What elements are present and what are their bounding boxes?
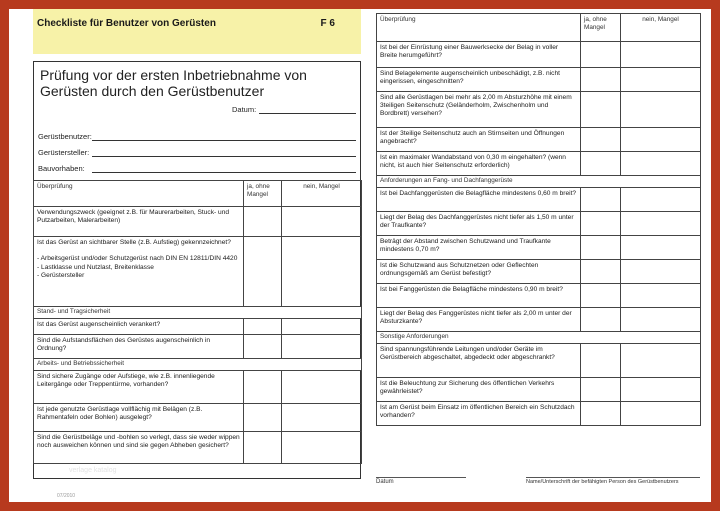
question-text: Sind die Aufstandsflächen des Gerüstes augenscheinlich in Ordnung?	[37, 337, 211, 353]
table-row	[34, 404, 362, 432]
date-label: Datum:	[232, 105, 257, 114]
table-row	[377, 68, 701, 92]
checkbox-yes-cell[interactable]	[581, 344, 621, 378]
bullet-item: - Lastklasse und Nutzlast, Breitenklasse	[37, 263, 154, 271]
page-code: 07/2010	[57, 493, 76, 499]
question-text: Liegt der Belag des Fanggerüstes nicht tiefer als 2,00 m unter der Absturzkante?	[380, 310, 572, 326]
question-text: Sind spannungsführende Leitungen und/oder Geräte im Gerüstbereich abgeschaltet, abgedeckt oder abgeschrankt?	[380, 346, 555, 362]
date-signature-line[interactable]	[376, 477, 466, 478]
table-row	[377, 92, 701, 128]
benutzer-field[interactable]	[92, 140, 356, 141]
table-row	[34, 432, 362, 464]
check-question	[377, 236, 581, 260]
check-question	[34, 371, 244, 404]
check-question	[377, 152, 581, 176]
check-question	[377, 68, 581, 92]
question-text: Sind sichere Zugänge oder Aufstiege, wie z.B. innenliegende Leitergänge oder Treppentürme, vorhanden?	[37, 373, 215, 389]
checkbox-no-cell[interactable]	[621, 402, 701, 426]
question-text: Sind die Gerüstbeläge und -bohlen so verlegt, dass sie weder wippen noch ausweichen können und sind sie gegen Abheben gesichert?	[37, 434, 240, 450]
question-text: Ist ein maximaler Wandabstand von 0,30 m eingehalten? (wenn nicht, ist auch hier Seitenschutz erforderlich)	[380, 154, 566, 170]
question-text: Ist die Beleuchtung zur Sicherung des öffentlichen Verkehrs gewährleistet?	[380, 380, 555, 396]
checklist-table-left	[33, 180, 362, 464]
left-page	[33, 9, 361, 502]
form-title: Checkliste für Benutzer von Gerüsten	[37, 18, 216, 29]
checkbox-yes-cell[interactable]	[581, 68, 621, 92]
table-row	[377, 188, 701, 212]
watermark-logo: verlage katalog	[69, 467, 117, 474]
checkbox-no-cell[interactable]	[621, 68, 701, 92]
checkbox-no-cell[interactable]	[621, 344, 701, 378]
checkbox-no-cell[interactable]	[621, 128, 701, 152]
date-field[interactable]	[259, 113, 356, 114]
checkbox-yes-cell[interactable]	[581, 92, 621, 128]
checkbox-yes-cell[interactable]	[244, 335, 282, 359]
checkbox-yes-cell[interactable]	[244, 319, 282, 335]
section-row	[34, 359, 362, 371]
ersteller-label: Gerüstersteller:	[38, 148, 90, 157]
col-header-no: nein, Mangel	[621, 14, 701, 42]
bullet-item: - Gerüstersteller	[37, 271, 85, 279]
table-row	[34, 237, 362, 307]
checkbox-yes-cell[interactable]	[581, 152, 621, 176]
benutzer-label: Gerüstbenutzer:	[38, 132, 92, 141]
check-question	[34, 432, 244, 464]
table-row	[34, 207, 362, 237]
spacer	[37, 247, 240, 255]
checkbox-yes-cell[interactable]	[581, 402, 621, 426]
table-row	[377, 152, 701, 176]
checkbox-yes-cell[interactable]	[581, 378, 621, 402]
checkbox-no-cell[interactable]	[282, 404, 362, 432]
question-text: Ist das Gerüst an sichtbarer Stelle (z.B. Aufstieg) gekennzeichnet?	[37, 239, 231, 246]
table-row	[377, 128, 701, 152]
question-text: Ist bei Fanggerüsten die Belagfläche mindestens 0,90 m breit?	[380, 286, 563, 293]
question-text: Ist bei Dachfanggerüsten die Belagfläche mindestens 0,60 m breit?	[380, 190, 577, 197]
check-question	[34, 207, 244, 237]
question-text: Beträgt der Abstand zwischen Schutzwand und Traufkante mindestens 0,70 m?	[380, 238, 551, 254]
section-heading: Anforderungen an Fang- und Dachfanggerüste	[377, 176, 701, 188]
section-row	[34, 307, 362, 319]
section-row	[377, 176, 701, 188]
checkbox-no-cell[interactable]	[621, 42, 701, 68]
checkbox-no-cell[interactable]	[282, 237, 362, 307]
col-header-check: Überprüfung	[377, 14, 581, 42]
question-text: Sind Belagelemente augenscheinlich unbeschädigt, z.B. nicht eingerissen, eingeschnitten?	[380, 70, 560, 86]
check-question	[34, 404, 244, 432]
table-row	[377, 212, 701, 236]
checkbox-yes-cell[interactable]	[244, 207, 282, 237]
signature-line[interactable]	[526, 477, 700, 478]
checkbox-yes-cell[interactable]	[244, 432, 282, 464]
main-form-box	[33, 61, 361, 479]
question-text: Ist das Gerüst augenscheinlich verankert?	[37, 321, 161, 328]
section-heading: Stand- und Tragsicherheit	[34, 307, 362, 319]
checkbox-no-cell[interactable]	[621, 92, 701, 128]
checkbox-yes-cell[interactable]	[581, 128, 621, 152]
form-code: F 6	[320, 18, 335, 29]
check-question	[377, 308, 581, 332]
checkbox-no-cell[interactable]	[621, 212, 701, 236]
checkbox-no-cell[interactable]	[621, 284, 701, 308]
col-header-check: Überprüfung	[34, 181, 244, 207]
check-question	[34, 335, 244, 359]
bauvorhaben-label: Bauvorhaben:	[38, 164, 85, 173]
checkbox-no-cell[interactable]	[621, 236, 701, 260]
checkbox-yes-cell[interactable]	[244, 404, 282, 432]
check-question	[377, 344, 581, 378]
check-question	[377, 92, 581, 128]
question-text: Ist die Schutzwand aus Schutznetzen oder Geflechten ordnungsgemäß am Gerüst befestigt?	[380, 262, 539, 278]
question-text: Ist jede genutzte Gerüstlage vollflächig mit Belägen (z.B. Rahmentafeln oder Bohlen) ausgelegt?	[37, 406, 203, 422]
table-row	[377, 378, 701, 402]
table-row	[377, 402, 701, 426]
checkbox-yes-cell[interactable]	[581, 236, 621, 260]
table-row	[377, 308, 701, 332]
checkbox-no-cell[interactable]	[621, 308, 701, 332]
table-row	[34, 335, 362, 359]
check-question	[377, 212, 581, 236]
right-page	[376, 13, 700, 502]
question-text: Verwendungszweck (geeignet z.B. für Maurerarbeiten, Stuck- und Putzarbeiten, Malerarbeiten)	[37, 209, 230, 225]
header-band	[33, 9, 361, 54]
table-row	[34, 319, 362, 335]
page-title: Prüfung vor der ersten Inbetriebnahme von Gerüsten durch den Gerüstbenutzer	[40, 67, 307, 99]
check-question	[34, 319, 244, 335]
check-question	[377, 128, 581, 152]
checkbox-yes-cell[interactable]	[244, 371, 282, 404]
checkbox-yes-cell[interactable]	[581, 212, 621, 236]
section-row	[377, 332, 701, 344]
checkbox-yes-cell[interactable]	[244, 237, 282, 307]
checkbox-no-cell[interactable]	[621, 188, 701, 212]
bauvorhaben-field[interactable]	[92, 172, 356, 173]
table-row	[377, 42, 701, 68]
table-row	[377, 260, 701, 284]
checkbox-no-cell[interactable]	[282, 207, 362, 237]
footer-date-label: Datum	[376, 479, 394, 485]
bullet-item: - Arbeitsgerüst und/oder Schutzgerüst nach DIN EN 12811/DIN 4420	[37, 255, 238, 263]
table-row	[377, 236, 701, 260]
col-header-yes: ja, ohne Mangel	[244, 181, 282, 207]
check-question	[377, 378, 581, 402]
check-question	[377, 42, 581, 68]
check-question	[377, 284, 581, 308]
checkbox-no-cell[interactable]	[282, 319, 362, 335]
table-header-row	[34, 181, 362, 207]
ersteller-field[interactable]	[92, 156, 356, 157]
checkbox-no-cell[interactable]	[621, 260, 701, 284]
question-text: Ist der 3teilige Seitenschutz auch an Stirnseiten und Öffnungen angebracht?	[380, 130, 565, 146]
table-row	[377, 284, 701, 308]
table-header-row	[377, 14, 701, 42]
col-header-yes: ja, ohne Mangel	[581, 14, 621, 42]
checkbox-no-cell[interactable]	[621, 152, 701, 176]
check-question	[377, 402, 581, 426]
col-header-no: nein, Mangel	[282, 181, 362, 207]
checkbox-no-cell[interactable]	[621, 378, 701, 402]
checkbox-yes-cell[interactable]	[581, 308, 621, 332]
checkbox-yes-cell[interactable]	[581, 260, 621, 284]
checkbox-no-cell[interactable]	[282, 432, 362, 464]
question-text: Ist bei der Einrüstung einer Bauwerksecke der Belag in voller Breite herumgeführt?	[380, 44, 559, 60]
checkbox-yes-cell[interactable]	[581, 188, 621, 212]
check-question	[377, 188, 581, 212]
table-row	[34, 371, 362, 404]
question-text: Sind alle Gerüstlagen bei mehr als 2,00 m Absturzhöhe mit einem 3teiligen Seitenschutz (Geländerholm, Zwischenholm und Bordbrett) versehen?	[380, 94, 572, 118]
checkbox-no-cell[interactable]	[282, 371, 362, 404]
checkbox-yes-cell[interactable]	[581, 284, 621, 308]
section-heading: Arbeits- und Betriebssicherheit	[34, 359, 362, 371]
checklist-table-right	[376, 13, 701, 426]
section-heading: Sonstige Anforderungen	[377, 332, 701, 344]
form-sheet	[9, 9, 711, 502]
question-text: Liegt der Belag des Dachfanggerüstes nicht tiefer als 1,50 m unter der Traufkante?	[380, 214, 574, 230]
checkbox-no-cell[interactable]	[282, 335, 362, 359]
footer-signature-label: Name/Unterschrift der befähigten Person des Gerüstbenutzers	[526, 479, 679, 485]
check-question	[377, 260, 581, 284]
question-text: Ist am Gerüst beim Einsatz im öffentlichen Bereich ein Schutzdach vorhanden?	[380, 404, 575, 420]
table-row	[377, 344, 701, 378]
checkbox-yes-cell[interactable]	[581, 42, 621, 68]
check-question	[34, 237, 244, 307]
